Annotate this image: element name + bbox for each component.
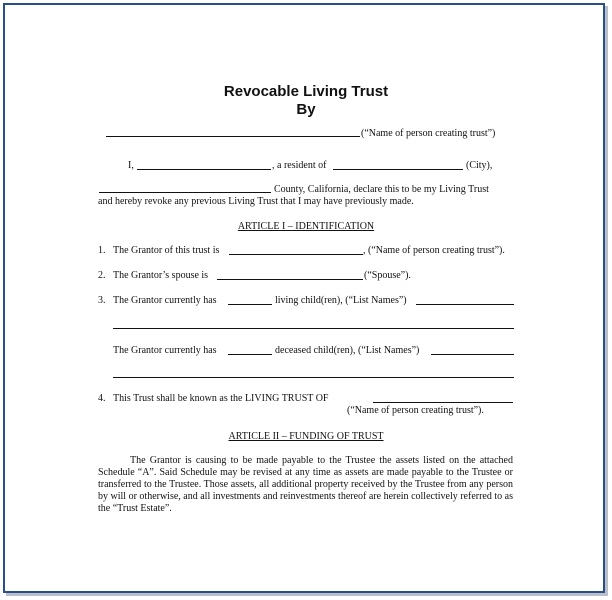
deceased-children-names-blank[interactable] bbox=[431, 354, 514, 355]
intro-city-blank[interactable] bbox=[333, 169, 463, 170]
living-children-names-blank[interactable] bbox=[416, 304, 514, 305]
item-3b-deceased: deceased child(ren), (“List Names”) bbox=[275, 345, 420, 356]
item-2-note: (“Spouse”). bbox=[364, 270, 411, 281]
item-4-number: 4. bbox=[98, 393, 106, 404]
item-4-text: This Trust shall be known as the LIVING TRUST OF bbox=[113, 393, 329, 404]
deceased-children-names-line-2[interactable] bbox=[113, 377, 514, 378]
article-2-heading: ARTICLE II – FUNDING OF TRUST bbox=[228, 431, 384, 442]
living-children-count-blank[interactable] bbox=[228, 304, 272, 305]
grantor-name-blank[interactable] bbox=[229, 254, 363, 255]
intro-name-blank[interactable] bbox=[137, 169, 271, 170]
item-3b-text: The Grantor currently has bbox=[113, 345, 217, 356]
creator-note: (“Name of person creating trust”) bbox=[361, 128, 496, 139]
article-2-paragraph: The Grantor is causing to be made payable to the Trustee the assets listed on the attached Schedule “A”. Said Schedule may be revised at any time as assets are made payable to the Trustee or transferred to the Trustee. Those assets, all additional property received by the Trustee from any person by will or otherwise, and all investments and reinvestments thereof are herein collectively referred to as the “Trust Estate”. bbox=[98, 455, 513, 514]
item-3-number: 3. bbox=[98, 295, 106, 306]
article-1-heading: ARTICLE I – IDENTIFICATION bbox=[237, 221, 375, 232]
item-1-text: The Grantor of this trust is bbox=[113, 245, 220, 256]
trust-name-blank[interactable] bbox=[373, 402, 513, 403]
intro-resident: , a resident of bbox=[272, 160, 327, 171]
item-4-note: (“Name of person creating trust”). bbox=[347, 405, 484, 416]
intro-county-blank[interactable] bbox=[99, 192, 271, 193]
item-3-text: The Grantor currently has bbox=[113, 295, 217, 306]
spouse-name-blank[interactable] bbox=[217, 279, 363, 280]
deceased-children-count-blank[interactable] bbox=[228, 354, 272, 355]
item-1-note: , (“Name of person creating trust”). bbox=[363, 245, 505, 256]
document-title: Revocable Living Trust bbox=[223, 83, 389, 100]
item-1-number: 1. bbox=[98, 245, 106, 256]
item-2-text: The Grantor’s spouse is bbox=[113, 270, 209, 281]
item-3-living: living child(ren), (“List Names”) bbox=[275, 295, 407, 306]
creator-name-blank[interactable] bbox=[106, 136, 360, 137]
intro-county-declaration: County, California, declare this to be my Living Trust bbox=[274, 184, 489, 195]
intro-revoke: and hereby revoke any previous Living Trust that I may have previously made. bbox=[98, 196, 414, 207]
item-2-number: 2. bbox=[98, 270, 106, 281]
living-children-names-line-2[interactable] bbox=[113, 328, 514, 329]
document-subtitle: By bbox=[296, 101, 316, 118]
intro-i: I, bbox=[128, 160, 134, 171]
intro-city: (City), bbox=[466, 160, 493, 171]
